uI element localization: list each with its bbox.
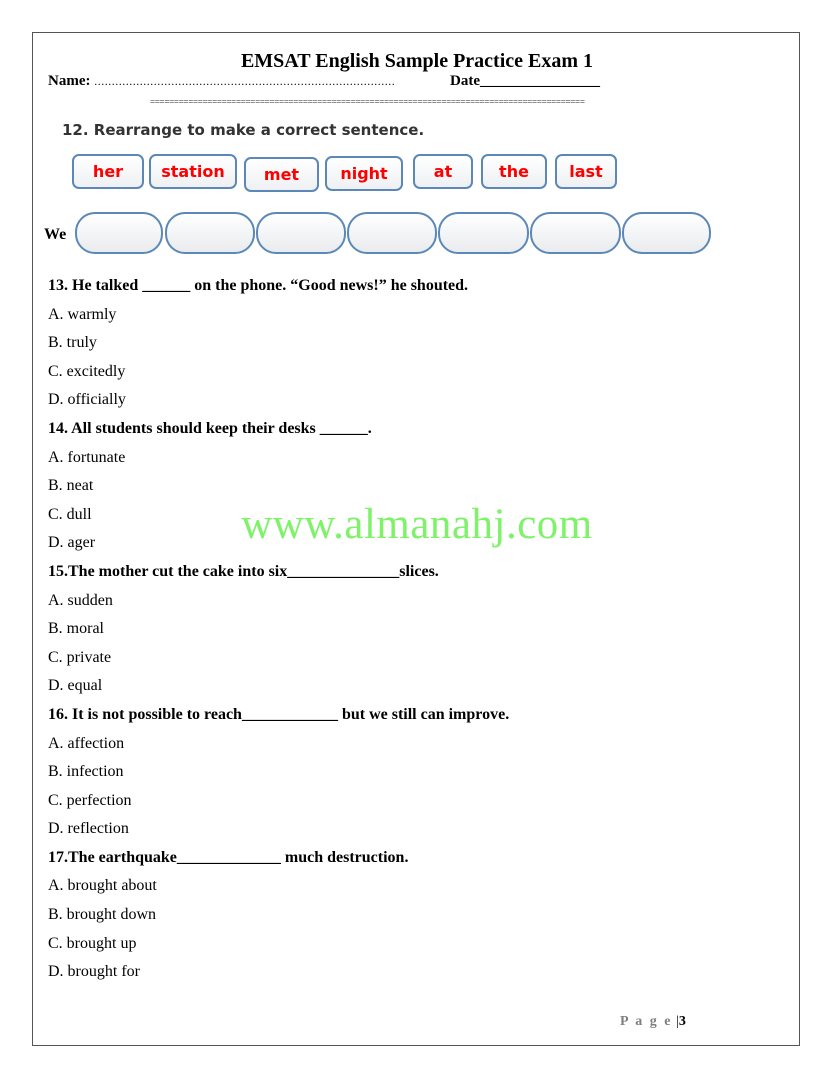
answer-slot[interactable] (75, 212, 163, 254)
page-divider: | (676, 1014, 679, 1029)
answer-option[interactable]: B. moral (48, 620, 104, 638)
answer-option[interactable]: A. sudden (48, 591, 113, 609)
answer-slot[interactable] (438, 212, 529, 254)
page-word: P a g e (620, 1014, 673, 1029)
answer-slot[interactable] (165, 212, 255, 254)
watermark: www.almanahj.com (241, 501, 593, 548)
page-number-value: 3 (678, 1014, 686, 1029)
answer-option[interactable]: B. neat (48, 477, 94, 495)
answer-option[interactable]: D. officially (48, 391, 126, 409)
name-field[interactable]: ...................................................................................... (94, 74, 396, 88)
question-16 (48, 701, 768, 844)
answer-option[interactable]: C. perfection (48, 791, 132, 809)
answer-option[interactable]: D. equal (48, 677, 103, 695)
word-tile[interactable]: the (481, 154, 547, 189)
rearrange-prompt: 12. Rearrange to make a correct sentence. (62, 121, 425, 139)
answer-option[interactable]: B. infection (48, 763, 124, 781)
answer-option[interactable]: B. brought down (48, 906, 156, 924)
answer-option[interactable]: B. truly (48, 334, 97, 352)
answer-option[interactable]: C. brought up (48, 934, 137, 952)
word-tile[interactable]: last (555, 154, 617, 189)
answer-slot[interactable] (622, 212, 711, 254)
name-label: Name: (48, 73, 91, 89)
question-15 (48, 558, 768, 701)
answer-option[interactable]: A. fortunate (48, 448, 126, 466)
word-tile[interactable]: at (413, 154, 473, 189)
question-13 (48, 272, 768, 415)
answer-option[interactable]: D. ager (48, 534, 96, 552)
word-tile[interactable]: station (149, 154, 237, 189)
answer-option[interactable]: C. dull (48, 505, 92, 523)
question-stem: 15.The mother cut the cake into six______________slices. (48, 562, 439, 580)
word-tile[interactable]: her (72, 154, 144, 189)
answer-slot[interactable] (347, 212, 437, 254)
answer-option[interactable]: A. affection (48, 734, 125, 752)
question-stem: 13. He talked ______ on the phone. “Good news!” he shouted. (48, 277, 469, 294)
date-label: Date (450, 73, 480, 89)
answer-option[interactable]: C. private (48, 648, 112, 666)
page-number (620, 1014, 686, 1030)
date-group (450, 73, 600, 90)
date-field[interactable]: ________________ (480, 73, 600, 89)
answer-slot[interactable] (256, 212, 346, 254)
page-title: EMSAT English Sample Practice Exam 1 (240, 50, 594, 72)
word-tile[interactable]: met (244, 157, 319, 192)
question-stem: 16. It is not possible to reach____________ but we still can improve. (48, 705, 510, 723)
answer-option[interactable]: A. brought about (48, 877, 157, 895)
answer-option[interactable]: D. brought for (48, 963, 140, 981)
separator-line: =========================================================================================== (150, 97, 585, 107)
word-tile[interactable]: night (325, 156, 403, 191)
answer-option[interactable]: C. excitedly (48, 362, 126, 380)
sentence-lead-word: We (44, 226, 67, 243)
question-stem: 17.The earthquake_____________ much destruction. (48, 848, 409, 866)
question-stem: 14. All students should keep their desks ______. (48, 419, 372, 437)
question-17 (48, 844, 768, 987)
answer-slot[interactable] (530, 212, 621, 254)
answer-option[interactable]: A. warmly (48, 305, 117, 323)
questions-list (48, 272, 768, 987)
answer-option[interactable]: D. reflection (48, 820, 129, 838)
name-date-row (48, 73, 600, 90)
